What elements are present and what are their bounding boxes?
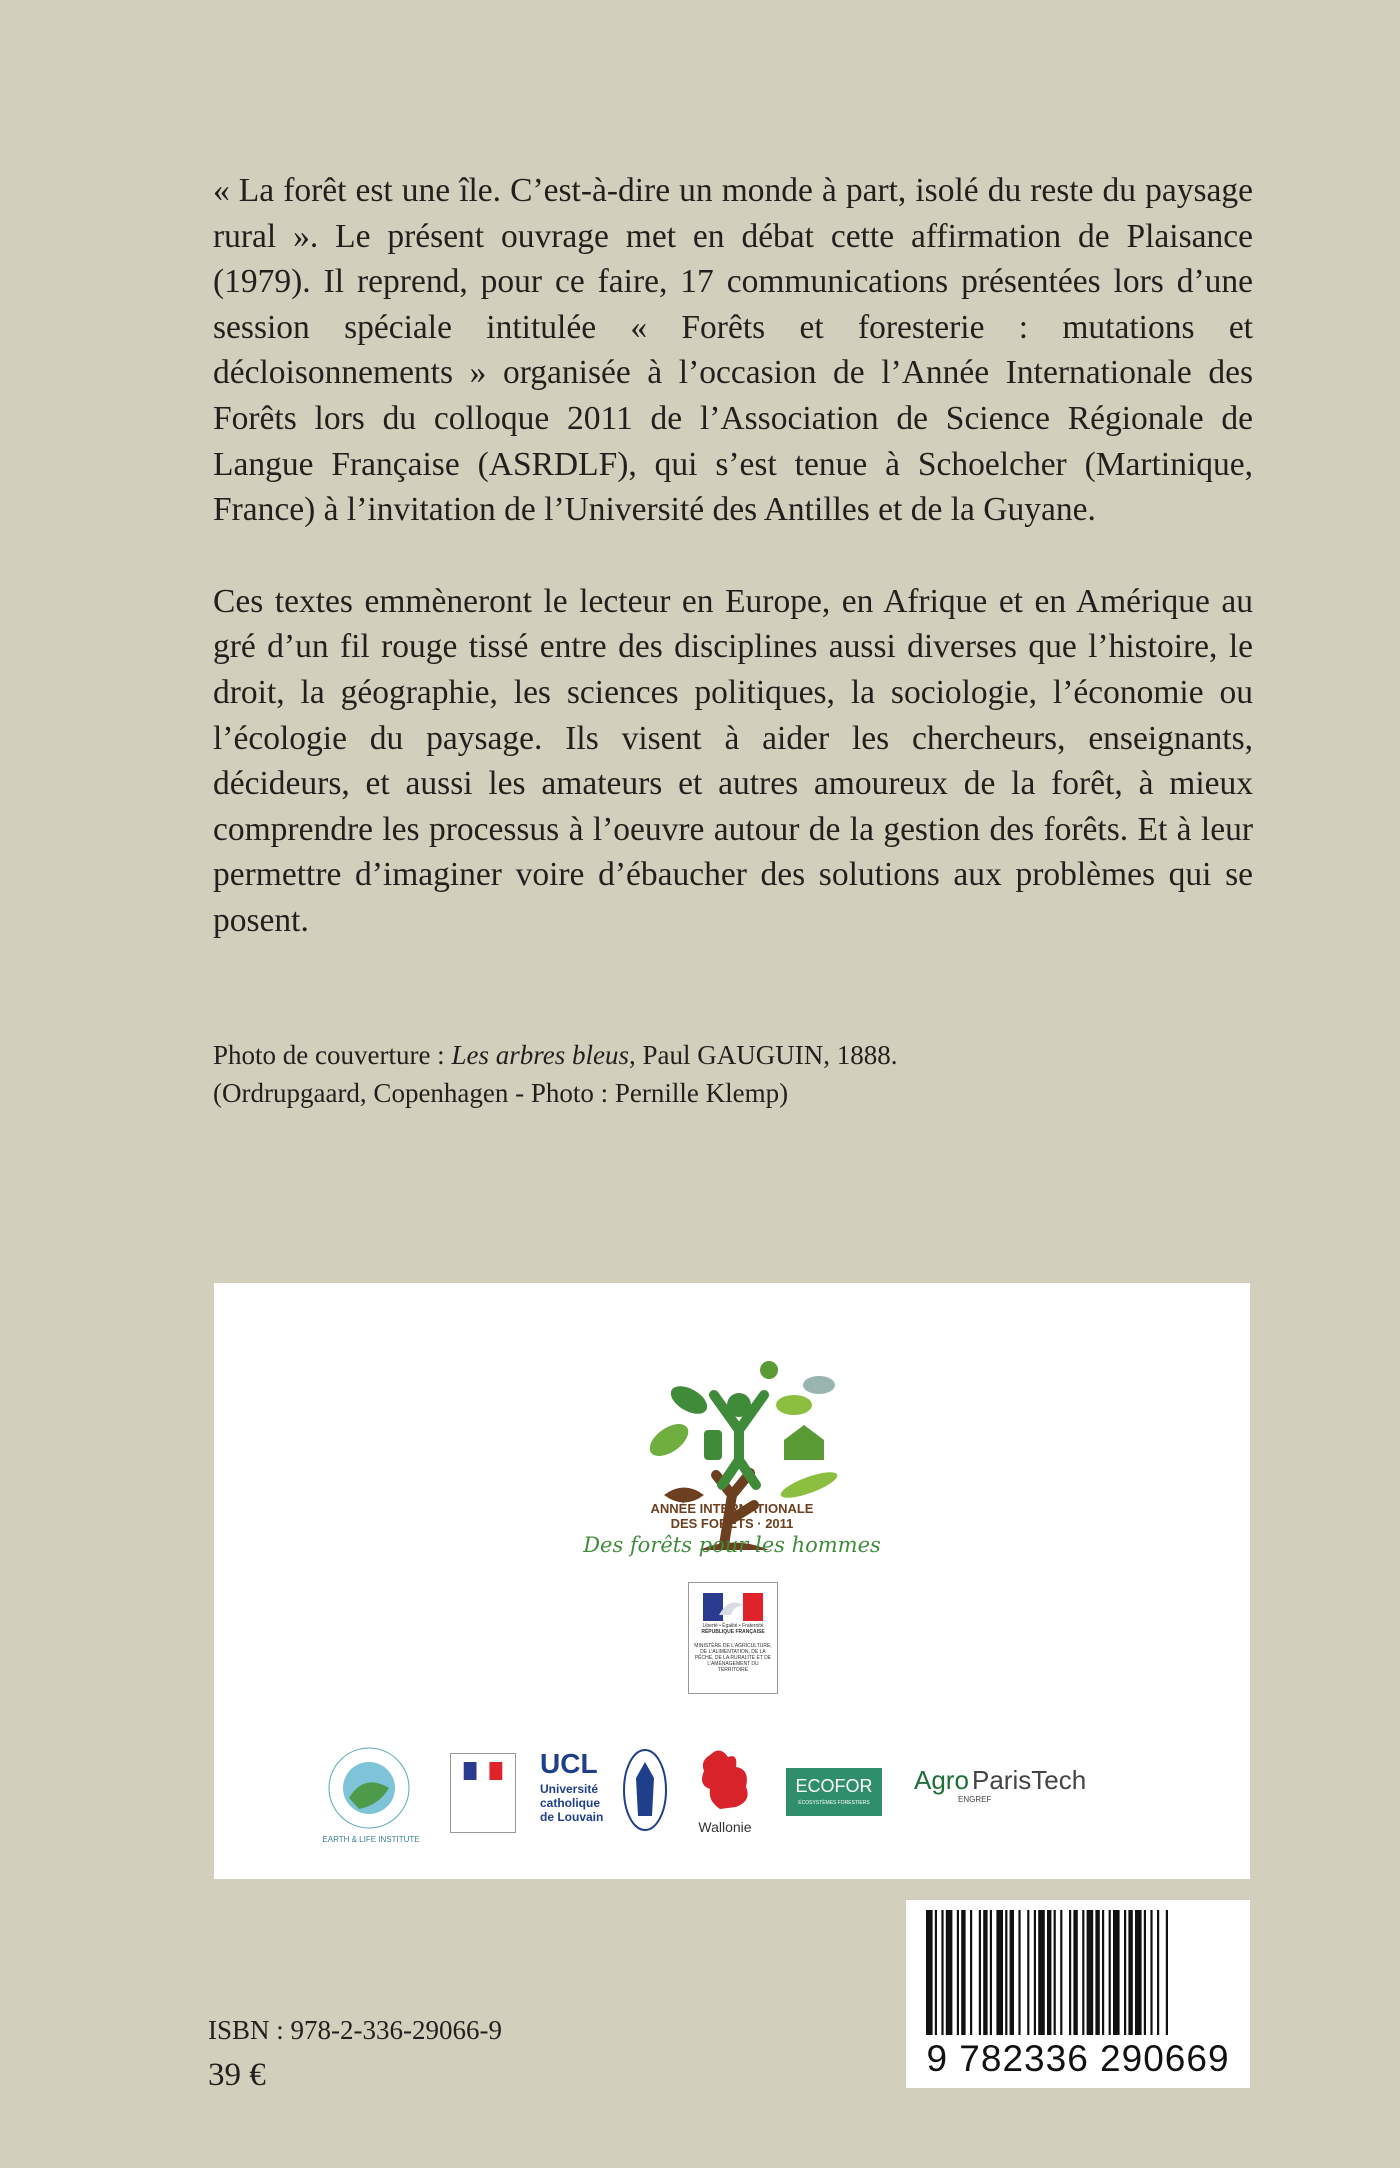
engref-label: ENGREF [958,1795,992,1804]
abstract-paragraph-1: « La forêt est une île. C’est-à-dire un monde à part, isolé du reste du paysage rural ». Le présent ouvrage met en débat cette affirmation de Plaisance (1979). Il reprend, pour ce faire, 17 communications présentées lors d’une session spéciale intitulée « Forêts et foresterie : mutations et décloisonnements » organisée à l’occasion de l’Année Internationale des Forêts lors du colloque 2011 de l’Association de Science Régionale de Langue Française (ASRDLF), qui s’est tenue à Schoelcher (Martinique, France) à l’invitation de l’Université des Antilles et de la Guyane. [213,172,1253,529]
barcode-bar [1144,1910,1146,2035]
barcode-bar [946,1910,953,2035]
ecofor-label: ECOFOR [795,1776,873,1796]
ministry-republic: RÉPUBLIQUE FRANÇAISE [701,1629,765,1635]
barcode-bar [1054,1910,1056,2035]
barcode-bar [1018,1910,1020,2035]
barcode-bar [957,1910,959,2035]
ministry-motto: Liberté • Égalité • Fraternité [702,1623,764,1629]
barcode-bar [1166,1910,1168,2035]
back-cover-abstract [213,168,1253,990]
ecofor-logo [786,1768,882,1816]
barcode-bar [996,1910,1003,2035]
barcode-bar [990,1910,992,2035]
barcode-bar [979,1910,981,2035]
ucl-short: UCL [540,1748,598,1779]
abstract-paragraph-2: Ces textes emmèneront le lecteur en Europe, en Afrique et en Amérique au gré d’un fil rouge tissé entre des disciplines aussi diverses que l’histoire, le droit, la géographie, les sciences politiques, la sociologie, l’économie ou l’écologie du paysage. Ils visent à aider les chercheurs, enseignants, décideurs, et aussi les amateurs et autres amoureux de la forêt, à mieux comprendre les processus à l’oeuvre autour de la gestion des forêts. Et à leur permettre d’imaginer voire d’ébaucher des solutions aux problèmes qui se posent. [213,582,1253,939]
marianne-flag-icon [703,1593,763,1621]
barcode [906,1900,1250,2088]
credit-suffix: , Paul GAUGUIN, 1888. [628,1040,898,1070]
ucl-seal-icon [622,1748,668,1832]
barcode-bar [1124,1910,1126,2035]
barcode-bar [1005,1910,1007,2035]
paristech-part: ParisTech [972,1765,1087,1795]
barcode-bar [941,1910,943,2035]
cover-photo-credit [213,1036,1213,1112]
barcode-bar [1157,1910,1159,2035]
barcode-bar [1027,1910,1029,2035]
barcode-bar [1073,1910,1077,2035]
isbn-label: ISBN : 978-2-336-29066-9 [208,2015,502,2045]
ucl-logo [540,1748,670,1836]
barcode-digits: 9 782336 290669 [926,2038,1230,2079]
ministry-name: MINISTÈRE DE L’AGRICULTURE, DE L’ALIMENTATION, DE LA PÊCHE, DE LA RURALITÉ ET DE L’AMÉNAGEMENT DU TERRITOIRE [694,1643,772,1673]
rooster-icon [690,1745,760,1815]
forest-year-title-line-1: ANNÉE INTERNATIONALE [650,1501,814,1516]
barcode-bar [1038,1910,1045,2035]
barcode-bar [1060,1910,1062,2035]
barcode-bar [1113,1910,1120,2035]
partner-logos-row [214,1743,1250,1853]
barcode-bar [1010,1910,1014,2035]
partner-logo-panel [214,1283,1250,1879]
wallonie-label: Wallonie [698,1819,752,1835]
ucl-line-1: Université [540,1782,599,1796]
barcode-bar [935,1910,937,2035]
ministry-secondary-logo [450,1753,516,1833]
barcode-bar [1135,1910,1142,2035]
forest-year-tree-logo [604,1345,874,1565]
barcode-bar [970,1910,972,2035]
barcode-bar [1069,1910,1071,2035]
credit-artwork-title: Les arbres bleus [451,1040,629,1070]
barcode-bar [1150,1910,1152,2035]
credit-line-2: (Ordrupgaard, Copenhagen - Photo : Pernille Klemp) [213,1078,789,1108]
credit-prefix: Photo de couverture : [213,1040,452,1070]
ucl-line-2: catholique [540,1796,601,1810]
agro-part: Agro [914,1765,969,1795]
barcode-bar [1128,1910,1132,2035]
ecofor-subtitle: ÉCOSYSTÈMES FORESTIERS [798,1800,870,1806]
ucl-full-name [540,1782,603,1824]
barcode-bar [926,1910,933,2035]
barcode-bar [1087,1910,1094,2035]
barcode-bar [1082,1910,1084,2035]
credit-line-1 [213,1036,1213,1074]
barcode-bar [983,1910,987,2035]
ministry-agriculture-logo [688,1582,778,1694]
barcode-bar [1109,1910,1111,2035]
ucl-line-3: de Louvain [540,1810,604,1824]
barcode-bars [906,1900,1250,2040]
marianne-flag-small-icon [463,1762,503,1780]
barcode-bar [1034,1910,1036,2035]
forest-year-slogan: Des forêts pour les hommes [583,1533,881,1557]
agroparistech-logo [914,1765,1124,1825]
price-label: 39 € [208,2057,266,2093]
barcode-bar [1102,1910,1104,2035]
barcode-bar [1095,1910,1099,2035]
barcode-bar [961,1910,965,2035]
forest-year-title [214,1501,1250,1531]
wallonie-logo [690,1745,760,1841]
barcode-bar [1047,1910,1051,2035]
earth-life-label: EARTH & LIFE INSTITUTE [322,1835,420,1844]
earth-life-institute-logo [324,1743,414,1833]
forest-year-title-line-2: DES FORÊTS · 2011 [670,1516,794,1531]
